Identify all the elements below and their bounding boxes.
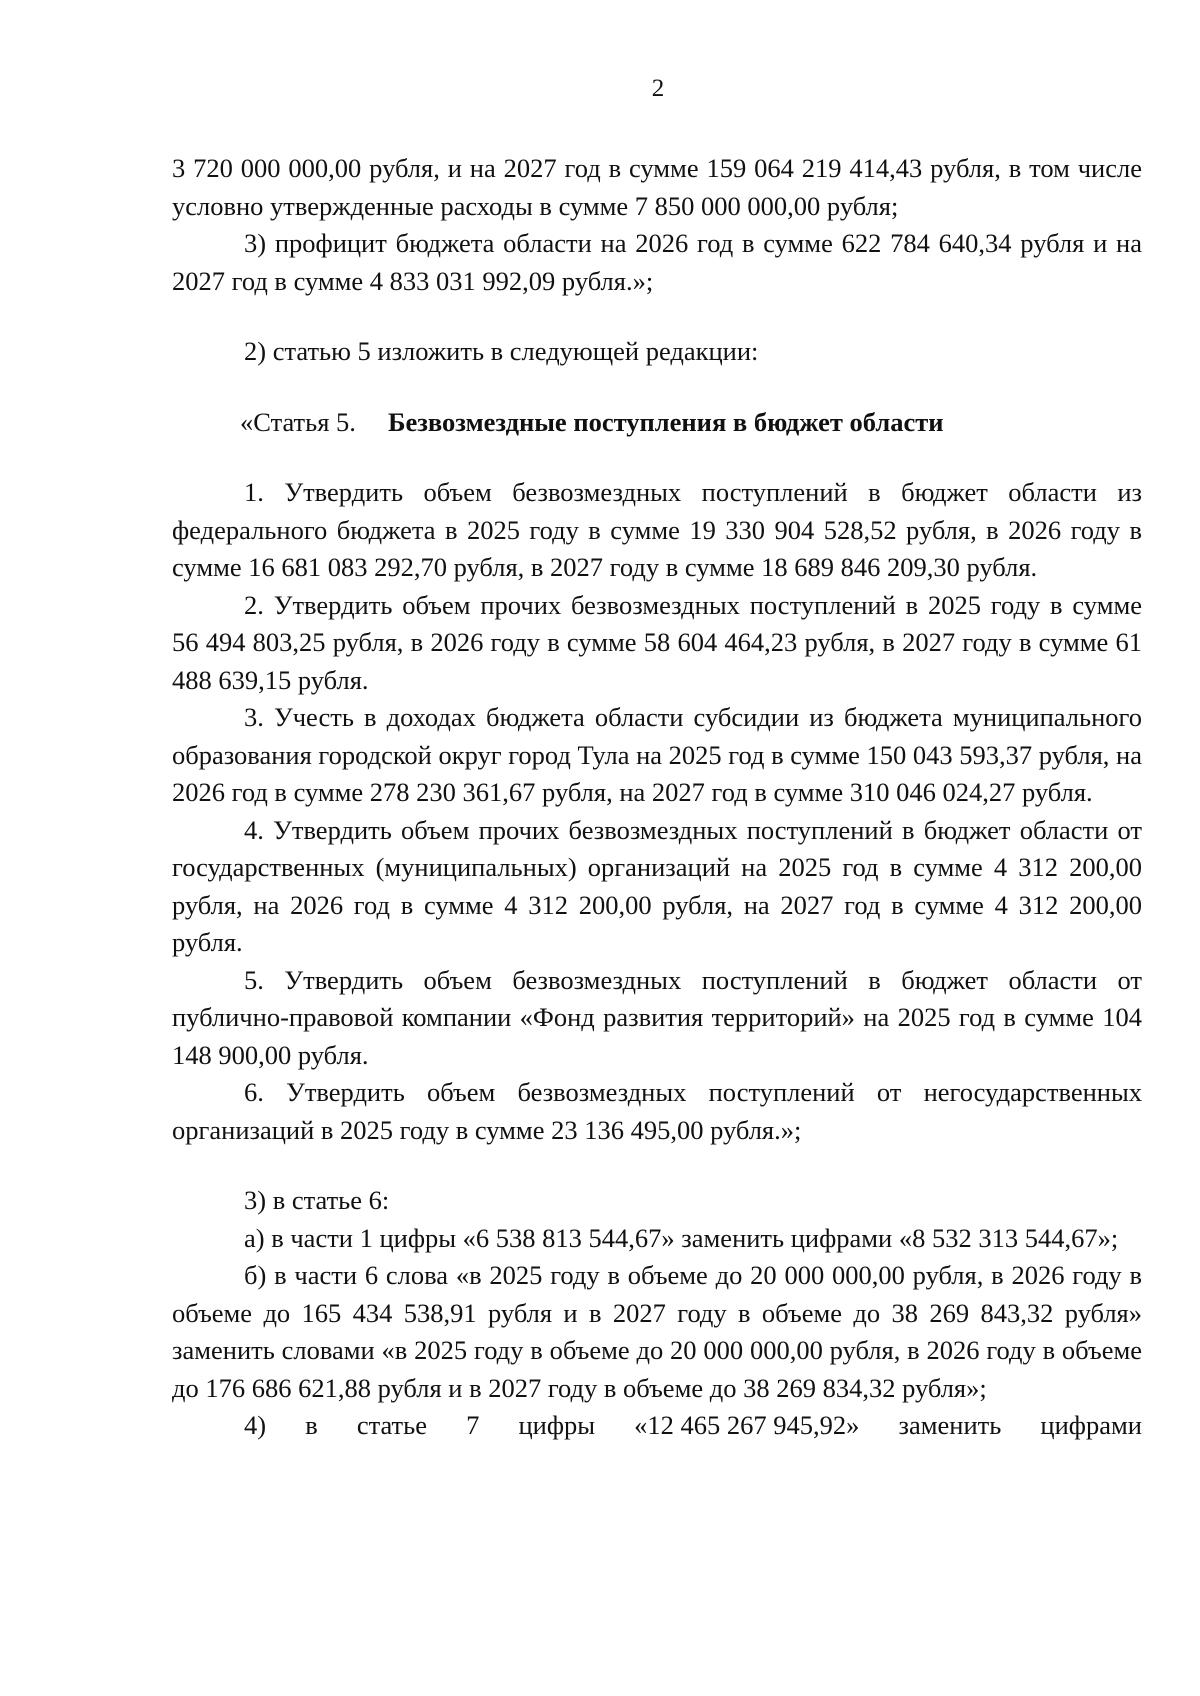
word: статье (356, 1410, 427, 1440)
word: цифрами (1040, 1410, 1142, 1440)
paragraph-budget-surplus: 3) профицит бюджета области на 2026 год в сумме 622 784 640,34 рубля и на 2027 год в сумме 4 833 031 992,09 рубля.»; (172, 228, 1142, 296)
article5-item-1: 1. Утвердить объем безвозмездных поступлений в бюджет области из федерального бюджета в 2025 году в сумме 19 330 904 528,52 рубля, в 2026 году в сумме 16 681 083 292,70 рубля, в 2027 году в сумме 18 689 846 209,30 рубля. (172, 477, 1142, 582)
word: заменить (898, 1410, 1002, 1440)
page-number: 2 (651, 75, 665, 102)
article5-item-4: 4. Утвердить объем прочих безвозмездных поступлений в бюджет области от государственных (муниципальных) организаций на 2025 год в сумме 4 312 200,00 рубля, на 2026 год в сумме 4 312 200,00 рубля, на 2027 год в сумме 4 312 200,00 рубля. (172, 814, 1142, 957)
article6-subitem-a: а) в части 1 цифры «6 538 813 544,67» заменить цифрами «8 532 313 544,67»; (244, 1222, 1119, 1253)
document-page (172, 70, 1142, 1445)
article-label: «Статья 5. (240, 406, 356, 437)
article5-item-3: 3. Учесть в доходах бюджета области субсидии из бюджета муниципального образования городской округ город Тула на 2025 год в сумме 150 043 593,37 рубля, на 2026 год в сумме 278 230 361,67 рубля, на 2027 год в сумме 310 046 024,27 рубля. (172, 702, 1142, 807)
paragraph-budget-expenses: 3 720 000 000,00 рубля, и на 2027 год в сумме 159 064 219 414,43 рубля, в том числе условно утвержденные расходы в сумме 7 850 000 000,00 рубля; (172, 153, 1142, 221)
article5-item-2: 2. Утвердить объем прочих безвозмездных поступлений в 2025 году в сумме 56 494 803,25 рубля, в 2026 году в сумме 58 604 464,23 рубля, в 2027 году в сумме 61 488 639,15 рубля. (172, 589, 1142, 695)
word: «12 465 267 945,92» (634, 1410, 860, 1440)
paragraph-article6-amendment: 3) в статье 6: (244, 1185, 390, 1215)
article5-item-6: 6. Утвердить объем безвозмездных поступлений от негосударственных организаций в 2025 году в сумме 23 136 495,00 рубля.»; (172, 1077, 1142, 1145)
word: цифры (518, 1410, 596, 1440)
article-heading (172, 404, 1142, 442)
article5-item-5: 5. Утвердить объем безвозмездных поступлений в бюджет области от публично-правовой компании «Фонд развития территорий» на 2025 год в сумме 104 148 900,00 рубля. (172, 964, 1142, 1070)
article-title: Безвозмездные поступления в бюджет области (388, 406, 944, 437)
article6-subitem-b: б) в части 6 слова «в 2025 году в объеме до 20 000 000,00 рубля, в 2026 году в объеме до 165 434 538,91 рубля и в 2027 году в объеме до 38 269 843,32 рубля» заменить словами «в 2025 году в объеме до 20 000 000,00 рубля, в 2026 году в объеме до 176 686 621,88 рубля и в 2027 году в объеме до 38 269 834,32 рубля»; (172, 1260, 1142, 1403)
word: в (305, 1410, 318, 1440)
paragraph-article5-amendment: 2) статью 5 изложить в следующей редакции: (244, 336, 759, 366)
article7-amendment-line (172, 1407, 1142, 1445)
word: 4) (244, 1410, 267, 1440)
word: 7 (466, 1410, 480, 1440)
